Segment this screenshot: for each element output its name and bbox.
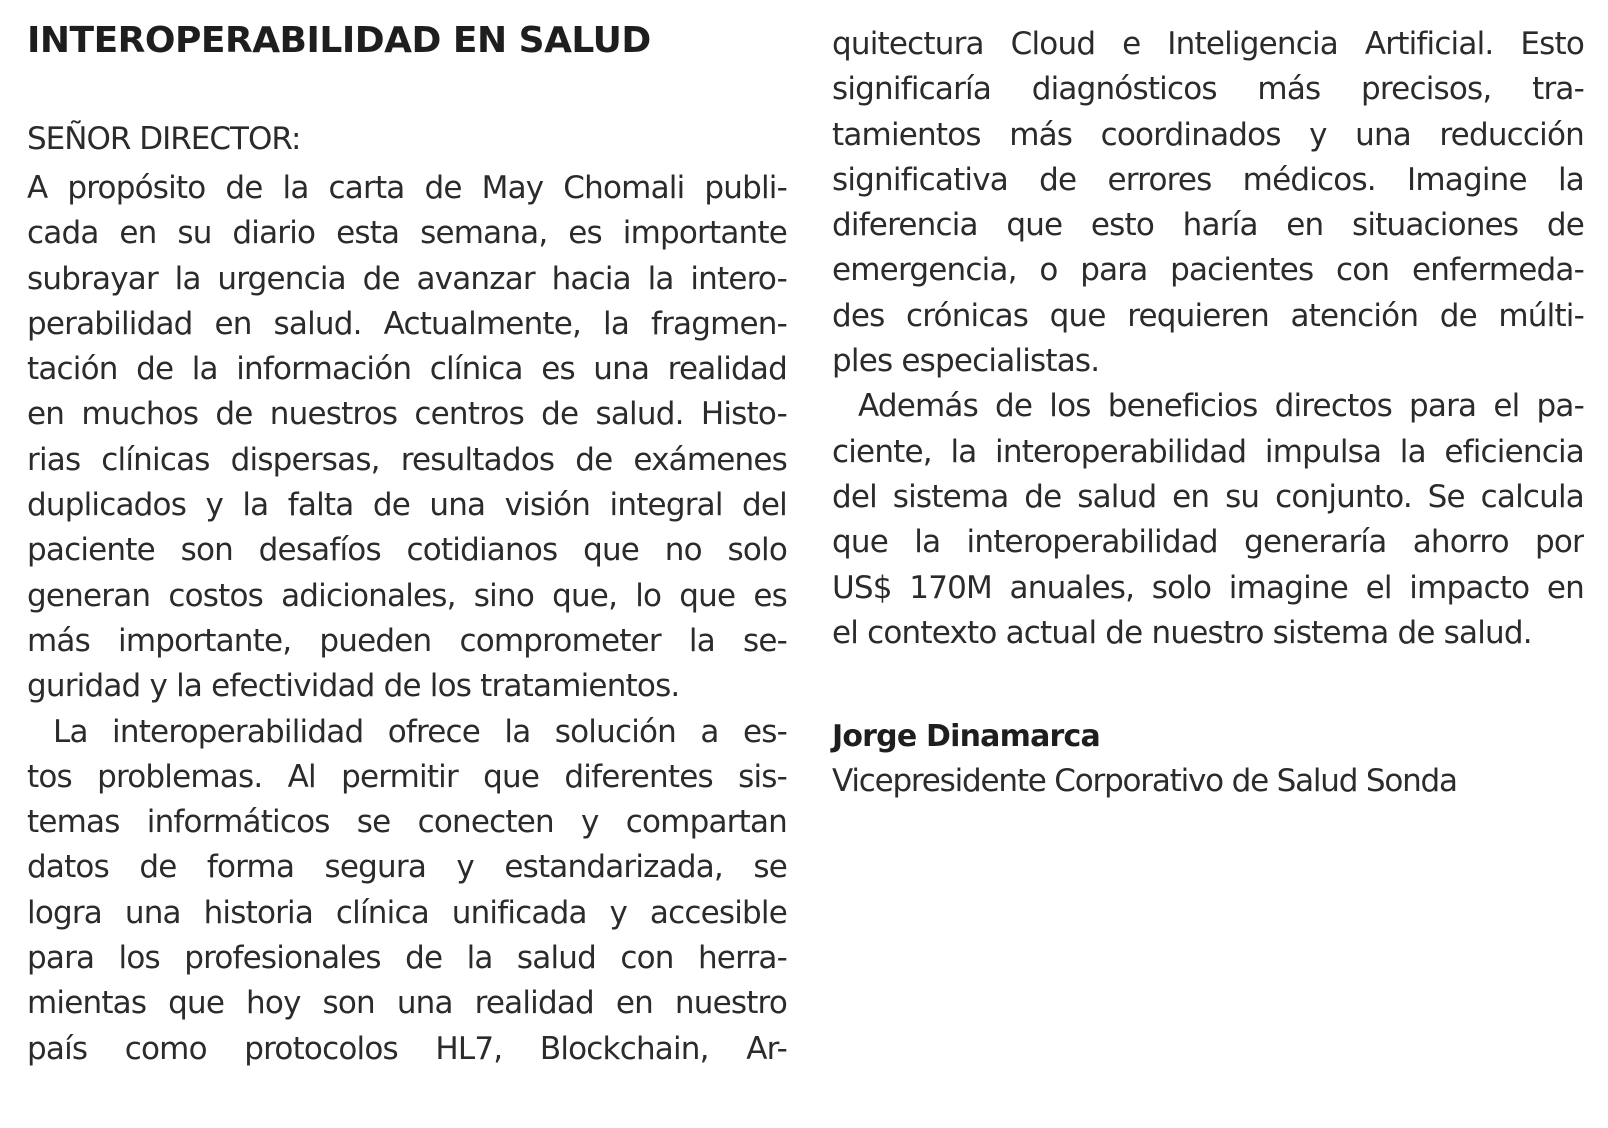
body-line: guridad y la efectividad de los tratamientos. [27, 668, 680, 705]
body-line: datos de forma segura y estandarizada, se [27, 849, 787, 886]
body-line: A propósito de la carta de May Chomali publi- [27, 170, 787, 206]
body-line: más importante, pueden comprometer la se- [27, 622, 787, 659]
body-line: ples especialistas. [832, 343, 1100, 380]
body-line: generan costos adicionales, sino que, lo que es [27, 577, 787, 614]
body-line: significaría diagnósticos más precisos, tra- [832, 71, 1584, 108]
body-line: subrayar la urgencia de avanzar hacia la intero- [27, 260, 787, 297]
body-line: diferencia que esto haría en situaciones de [832, 207, 1584, 244]
body-line: cada en su diario esta semana, es importante [27, 215, 787, 252]
body-line: que la interoperabilidad generaría ahorro por [832, 524, 1584, 561]
left-column-body [27, 166, 787, 1072]
body-line: logra una historia clínica unificada y accesible [27, 894, 787, 931]
body-line: emergencia, o para pacientes con enfermeda- [832, 252, 1584, 289]
body-line: temas informáticos se conecten y compartan [27, 804, 787, 841]
body-line: país como protocolos HL7, Blockchain, Ar- [27, 1030, 787, 1067]
body-line: Además de los beneficios directos para el pa- [858, 388, 1584, 425]
salutation: SEÑOR DIRECTOR: [27, 121, 301, 157]
body-line: tación de la información clínica es una realidad [27, 351, 787, 388]
body-line: significativa de errores médicos. Imagine la [832, 161, 1584, 198]
body-line: para los profesionales de la salud con herra- [27, 940, 787, 977]
body-line: rias clínicas dispersas, resultados de exámenes [27, 441, 787, 478]
body-line: perabilidad en salud. Actualmente, la fragmen- [27, 305, 787, 342]
body-line: tamientos más coordinados y una reducción [832, 116, 1584, 153]
body-line: paciente son desafíos cotidianos que no solo [27, 532, 787, 569]
body-line: ciente, la interoperabilidad impulsa la eficiencia [832, 433, 1584, 470]
body-line: tos problemas. Al permitir que diferentes sis- [27, 758, 787, 795]
body-line: en muchos de nuestros centros de salud. Histo- [27, 396, 787, 433]
body-line: duplicados y la falta de una visión integral del [27, 487, 787, 524]
body-line: el contexto actual de nuestro sistema de salud. [832, 614, 1532, 651]
body-line: del sistema de salud en su conjunto. Se calcula [832, 478, 1584, 515]
right-column-body [832, 22, 1584, 656]
body-line: La interoperabilidad ofrece la solución a es- [53, 713, 787, 750]
body-line: mientas que hoy son una realidad en nuestro [27, 985, 787, 1022]
headline: INTEROPERABILIDAD EN SALUD [27, 20, 651, 61]
body-line: des crónicas que requieren atención de múlti- [832, 297, 1584, 334]
body-line: quitectura Cloud e Inteligencia Artificial. Esto [832, 26, 1584, 62]
signature-name: Jorge Dinamarca [832, 719, 1100, 754]
body-line: US$ 170M anuales, solo imagine el impacto en [832, 569, 1584, 606]
signature-title: Vicepresidente Corporativo de Salud Sonda [832, 763, 1457, 799]
